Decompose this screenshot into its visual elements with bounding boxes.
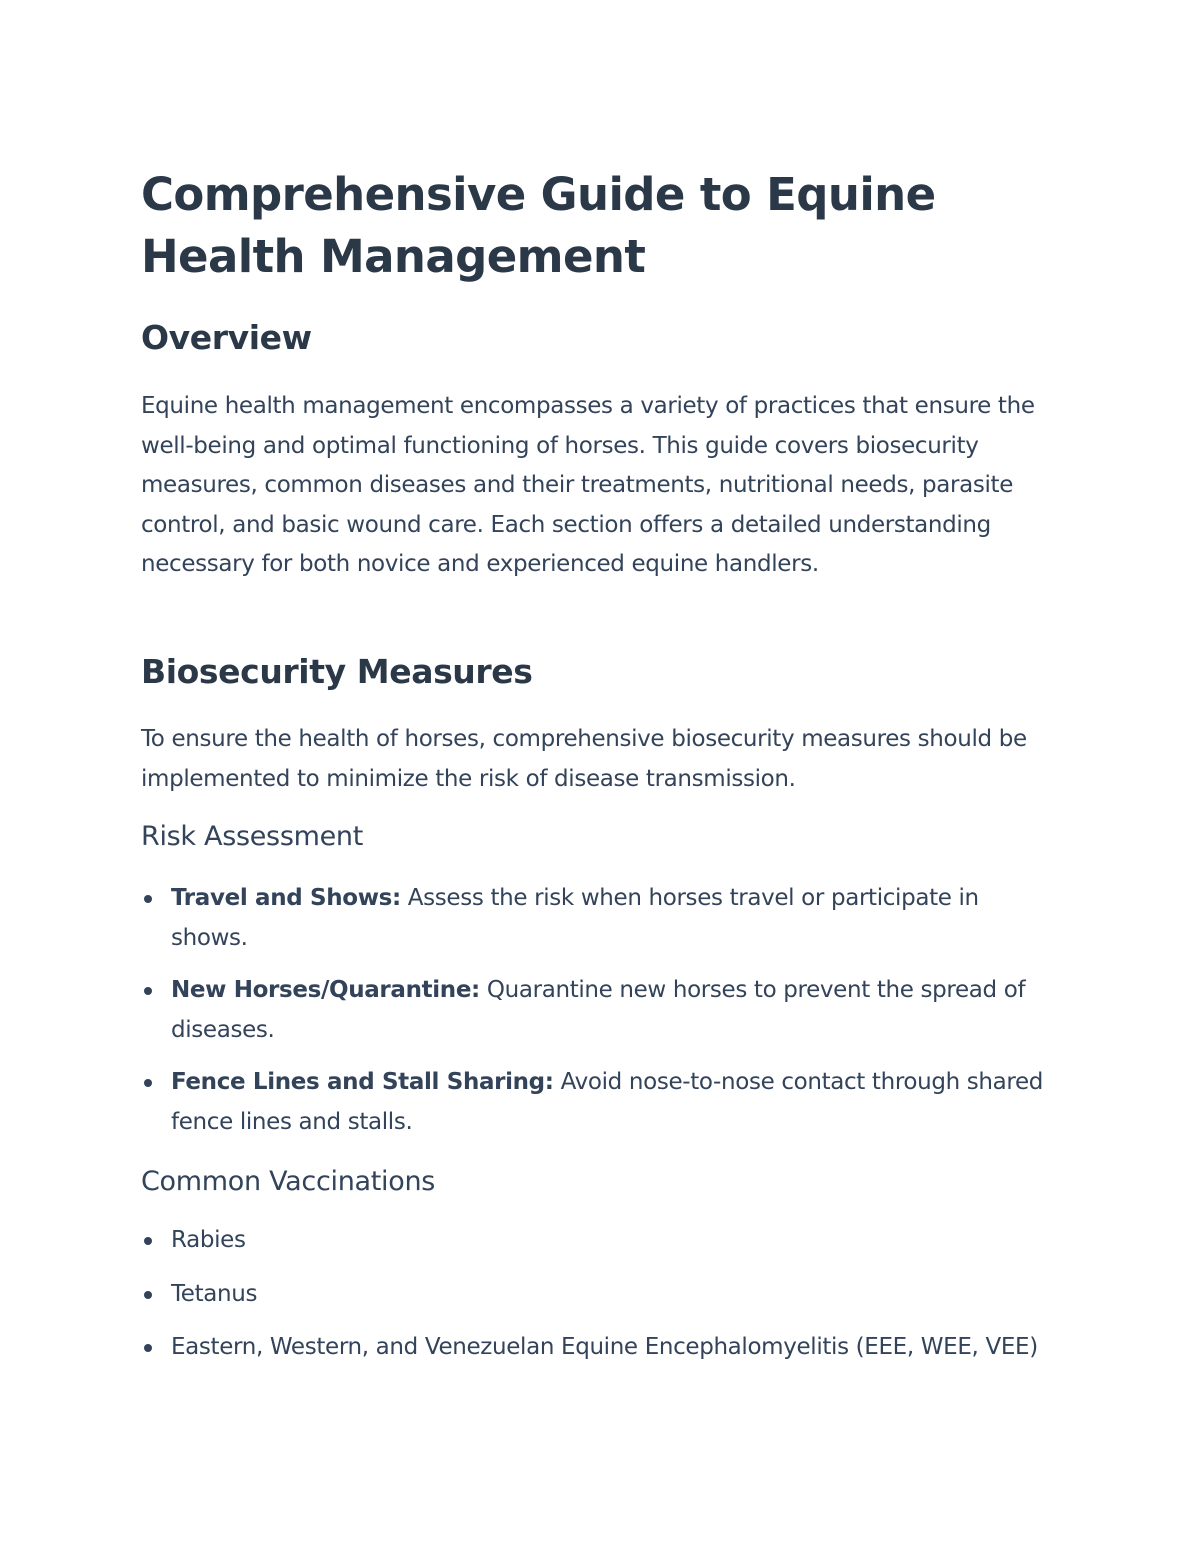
list-item xyxy=(141,1221,1061,1261)
bullet-icon xyxy=(144,1344,152,1352)
list-item-text: Quarantine new horses to prevent the spread of diseases. xyxy=(171,977,1026,1043)
list-item-text: Tetanus xyxy=(171,1280,258,1307)
bullet-icon xyxy=(144,987,152,995)
vaccinations-list xyxy=(141,1221,1061,1382)
biosecurity-intro: To ensure the health of horses, comprehensive biosecurity measures should be implemented to minimize the risk of disease transmission. xyxy=(141,726,1027,792)
list-item xyxy=(141,1328,1061,1368)
list-item xyxy=(141,971,1061,1050)
list-item xyxy=(141,1063,1061,1142)
list-item-text: Eastern, Western, and Venezuelan Equine Encephalomyelitis (EEE, WEE, VEE) xyxy=(171,1334,1038,1360)
list-item xyxy=(141,1275,1061,1315)
overview-heading: Overview xyxy=(141,318,312,357)
list-item-term: Travel and Shows: xyxy=(171,885,401,911)
bullet-icon xyxy=(144,1079,152,1087)
bullet-icon xyxy=(144,1237,152,1245)
overview-paragraph: Equine health management encompasses a variety of practices that ensure the well-being and optimal functioning of horses. This guide covers biosecurity measures, common diseases and their treatments, nutritional needs, parasite control, and basic wound care. Each section offers a detailed understanding necessary for both novice and experienced equine handlers. xyxy=(141,393,1035,577)
risk-assessment-heading: Risk Assessment xyxy=(141,821,364,852)
document-title: Comprehensive Guide to Equine Health Management xyxy=(141,168,936,283)
list-item-term: Fence Lines and Stall Sharing: xyxy=(171,1069,554,1095)
list-item xyxy=(141,879,1061,958)
common-vaccinations-heading: Common Vaccinations xyxy=(141,1166,436,1197)
list-item-text: Rabies xyxy=(171,1227,246,1253)
list-item-term: New Horses/Quarantine: xyxy=(171,977,480,1003)
biosecurity-heading: Biosecurity Measures xyxy=(141,652,533,691)
list-item-text: Avoid nose-to-nose contact through shared fence lines and stalls. xyxy=(171,1069,1044,1135)
bullet-icon xyxy=(144,895,152,903)
risk-assessment-list xyxy=(141,879,1061,1155)
bullet-icon xyxy=(144,1291,152,1299)
list-item-text: Assess the risk when horses travel or participate in shows. xyxy=(171,885,979,951)
